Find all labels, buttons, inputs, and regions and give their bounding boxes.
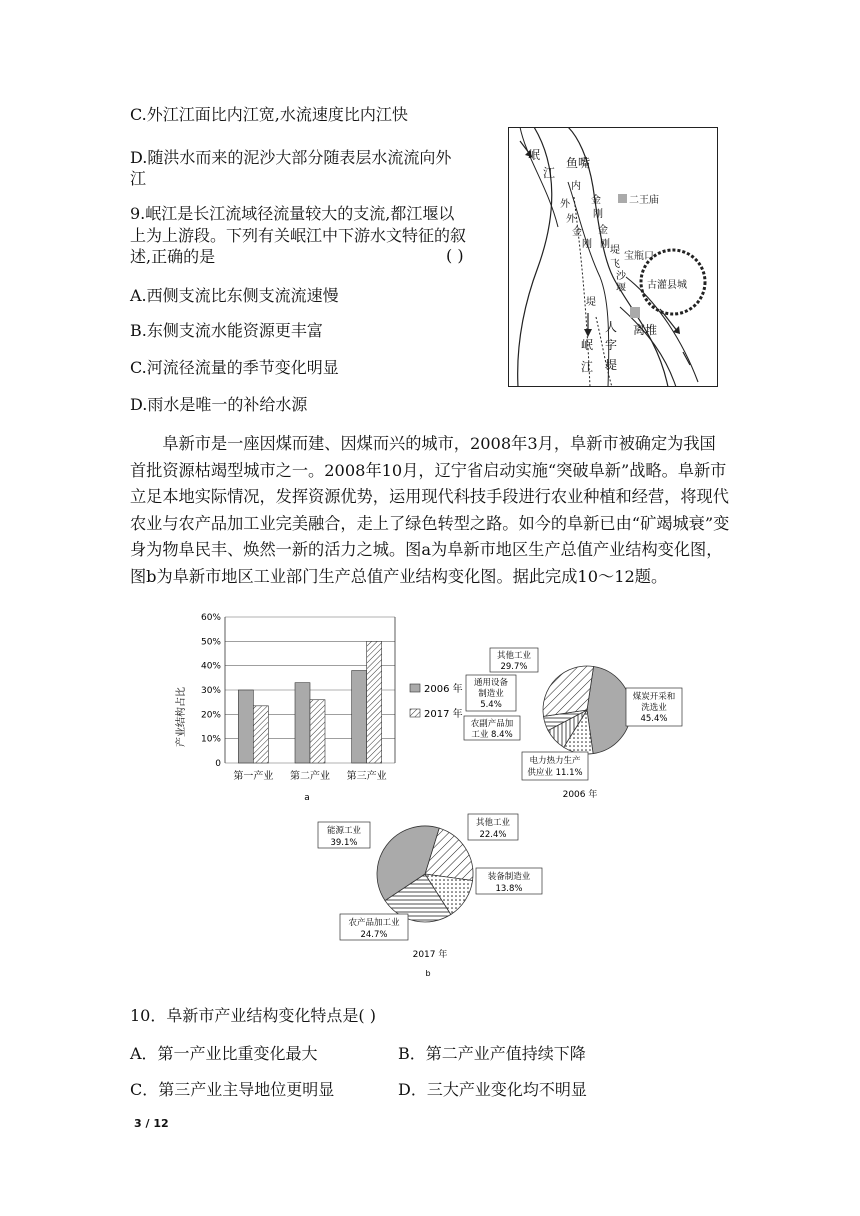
q9-stem-line3: 述,正确的是 bbox=[130, 247, 216, 266]
bar-第一产业-2006 年 bbox=[238, 690, 253, 763]
map-label: 江 bbox=[581, 360, 594, 374]
category-label: 第二产业 bbox=[290, 771, 330, 782]
bar-chart-a bbox=[170, 605, 470, 805]
slice-value-energy: 39.1% bbox=[330, 838, 358, 848]
y-tick-label: 30% bbox=[200, 686, 221, 696]
q9-option-a: A.西侧支流比东侧支流流速慢 bbox=[130, 286, 339, 305]
slice-label-equipment: 装备制造业 bbox=[487, 872, 531, 882]
map-label: 堰 bbox=[616, 283, 626, 294]
slice-label-other-2006: 其他工业 bbox=[496, 651, 532, 661]
bar-第二产业-2006 年 bbox=[295, 683, 310, 763]
q10-option-d: D．三大产业变化均不明显 bbox=[398, 1080, 587, 1099]
svg-text:煤炭开采和: 煤炭开采和 bbox=[632, 692, 676, 702]
pie-2006-caption: 2006 年 bbox=[562, 790, 598, 800]
map-label: 堤 bbox=[610, 245, 620, 256]
q9-answer-paren: ( ) bbox=[446, 246, 464, 265]
bar-第二产业-2017 年 bbox=[310, 700, 325, 763]
map-label: 飞 bbox=[610, 259, 620, 270]
q10-option-b: B．第二产业产值持续下降 bbox=[398, 1044, 586, 1063]
q9-option-b: B.东侧支流水能资源更丰富 bbox=[130, 321, 323, 340]
y-tick-label: 50% bbox=[200, 637, 221, 648]
slice-value-coal: 45.4% bbox=[640, 714, 668, 724]
map-label: 离堆 bbox=[633, 323, 658, 337]
map-label: 沙 bbox=[616, 271, 626, 282]
q8-option-c: C.外江江面比内江宽,水流速度比内江快 bbox=[130, 105, 408, 124]
legend-swatch-2017 bbox=[410, 709, 420, 717]
svg-text:工业 8.4%: 工业 8.4% bbox=[471, 730, 513, 740]
slice-value-agri: 24.7% bbox=[360, 930, 388, 940]
pie-chart-2006 bbox=[460, 640, 700, 800]
slice-value-other-2006: 29.7% bbox=[500, 662, 528, 672]
map-label: 堤 bbox=[586, 297, 596, 308]
svg-text:农副产品加: 农副产品加 bbox=[470, 719, 514, 729]
pie-2017-caption: 2017 年 bbox=[412, 950, 448, 960]
q9-option-c: C.河流径流量的季节变化明显 bbox=[130, 358, 339, 377]
map-label: 鱼嘴 bbox=[566, 156, 591, 170]
map-label: 内 bbox=[571, 181, 581, 192]
bar-第一产业-2017 年 bbox=[253, 706, 268, 763]
map-label: 字 bbox=[605, 338, 618, 352]
legend-label-2006: 2006 年 bbox=[424, 684, 463, 695]
q8-option-d-line2: 江 bbox=[130, 169, 147, 188]
page-number: 3 / 12 bbox=[134, 1117, 169, 1130]
q10-option-a: A．第一产业比重变化最大 bbox=[130, 1044, 318, 1063]
q9-stem-line1: 9.岷江是长江流域径流量较大的支流,都江堰以 bbox=[130, 204, 455, 223]
y-axis-label: 产业结构占比 bbox=[176, 687, 187, 747]
figure-b-caption: b bbox=[425, 969, 431, 978]
svg-text:通用设备: 通用设备 bbox=[473, 678, 509, 688]
slice-label-agri: 农产品加工业 bbox=[348, 918, 400, 928]
map-label: 外 bbox=[566, 214, 576, 225]
slice-label-energy: 能源工业 bbox=[326, 826, 362, 836]
legend-label-2017: 2017 年 bbox=[424, 709, 463, 720]
map-label: 刚 bbox=[582, 239, 592, 250]
svg-text:洗选业: 洗选业 bbox=[641, 703, 667, 713]
q8-option-d-line1: D.随洪水而来的泥沙大部分随表层水流流向外 bbox=[130, 148, 452, 167]
q10-stem: 10．阜新市产业结构变化特点是( ) bbox=[130, 1006, 376, 1025]
y-tick-label: 0 bbox=[215, 759, 221, 769]
bar-第三产业-2006 年 bbox=[352, 671, 367, 763]
map-label: 二王庙 bbox=[629, 195, 659, 206]
bar-第三产业-2017 年 bbox=[367, 641, 382, 763]
svg-text:供应业 11.1%: 供应业 11.1% bbox=[527, 768, 583, 778]
slice-label-other-2017: 其他工业 bbox=[475, 818, 511, 828]
map-label: 刚 bbox=[593, 209, 603, 220]
category-label: 第三产业 bbox=[346, 771, 387, 782]
map-label: 江 bbox=[543, 166, 556, 180]
y-tick-label: 60% bbox=[200, 613, 221, 623]
map-label: 宝瓶口 bbox=[624, 251, 654, 262]
map-label: 岷 bbox=[528, 148, 541, 162]
map-label: 堤 bbox=[605, 358, 618, 372]
svg-text:制造业: 制造业 bbox=[478, 689, 504, 699]
map-label: 金 bbox=[591, 195, 601, 206]
q10-option-c: C．第三产业主导地位更明显 bbox=[130, 1080, 335, 1099]
map-label: 外 bbox=[560, 199, 570, 210]
map-label: 刚 bbox=[600, 239, 610, 250]
slice-value-equipment: 13.8% bbox=[495, 884, 523, 894]
map-label: 岷 bbox=[581, 338, 594, 352]
dujiangyan-map bbox=[508, 127, 718, 387]
pie-slice-其他工业 bbox=[543, 666, 594, 716]
map-label: 金 bbox=[598, 225, 608, 236]
figure-a-caption: a bbox=[304, 793, 310, 803]
pie-slice-煤炭开采和洗选业 bbox=[587, 666, 631, 753]
map-label: 古灌县城 bbox=[647, 280, 687, 291]
pie-chart-2017 bbox=[310, 810, 560, 980]
y-tick-label: 10% bbox=[200, 734, 221, 745]
legend-swatch-2006 bbox=[410, 684, 420, 692]
y-tick-label: 40% bbox=[200, 661, 221, 672]
map-label: 人 bbox=[605, 320, 618, 334]
svg-text:电力热力生产: 电力热力生产 bbox=[529, 756, 581, 766]
q9-stem-line2: 上为上游段。下列有关岷江中下游水文特征的叙 bbox=[130, 226, 467, 245]
map-label: 金 bbox=[572, 227, 582, 238]
q9-option-d: D.雨水是唯一的补给水源 bbox=[130, 395, 308, 414]
passage: 阜新市是一座因煤而建、因煤而兴的城市，2008年3月，阜新市被确定为我国首批资源枯竭型城市之一。2008年10月，辽宁省启动实施“突破阜新”战略。阜新市立足本地实际情况，发挥资源优势，运用现代科技手段进行农业种植和经营，将现代农业与农产品加工业完美融合，走上了绿色转型之路。如今的阜新已由“矿竭城衰”变身为物阜民丰、焕然一新的活力之城。图a为阜新市地区生产总值产业结构变化图，图b为阜新市地区工业部门生产总值产业结构变化图。据此完成10～12题。 bbox=[130, 434, 730, 586]
slice-value-other-2017: 22.4% bbox=[479, 830, 507, 840]
y-tick-label: 20% bbox=[200, 710, 221, 721]
slice-value-general-equipment: 5.4% bbox=[480, 700, 502, 710]
category-label: 第一产业 bbox=[233, 771, 274, 782]
